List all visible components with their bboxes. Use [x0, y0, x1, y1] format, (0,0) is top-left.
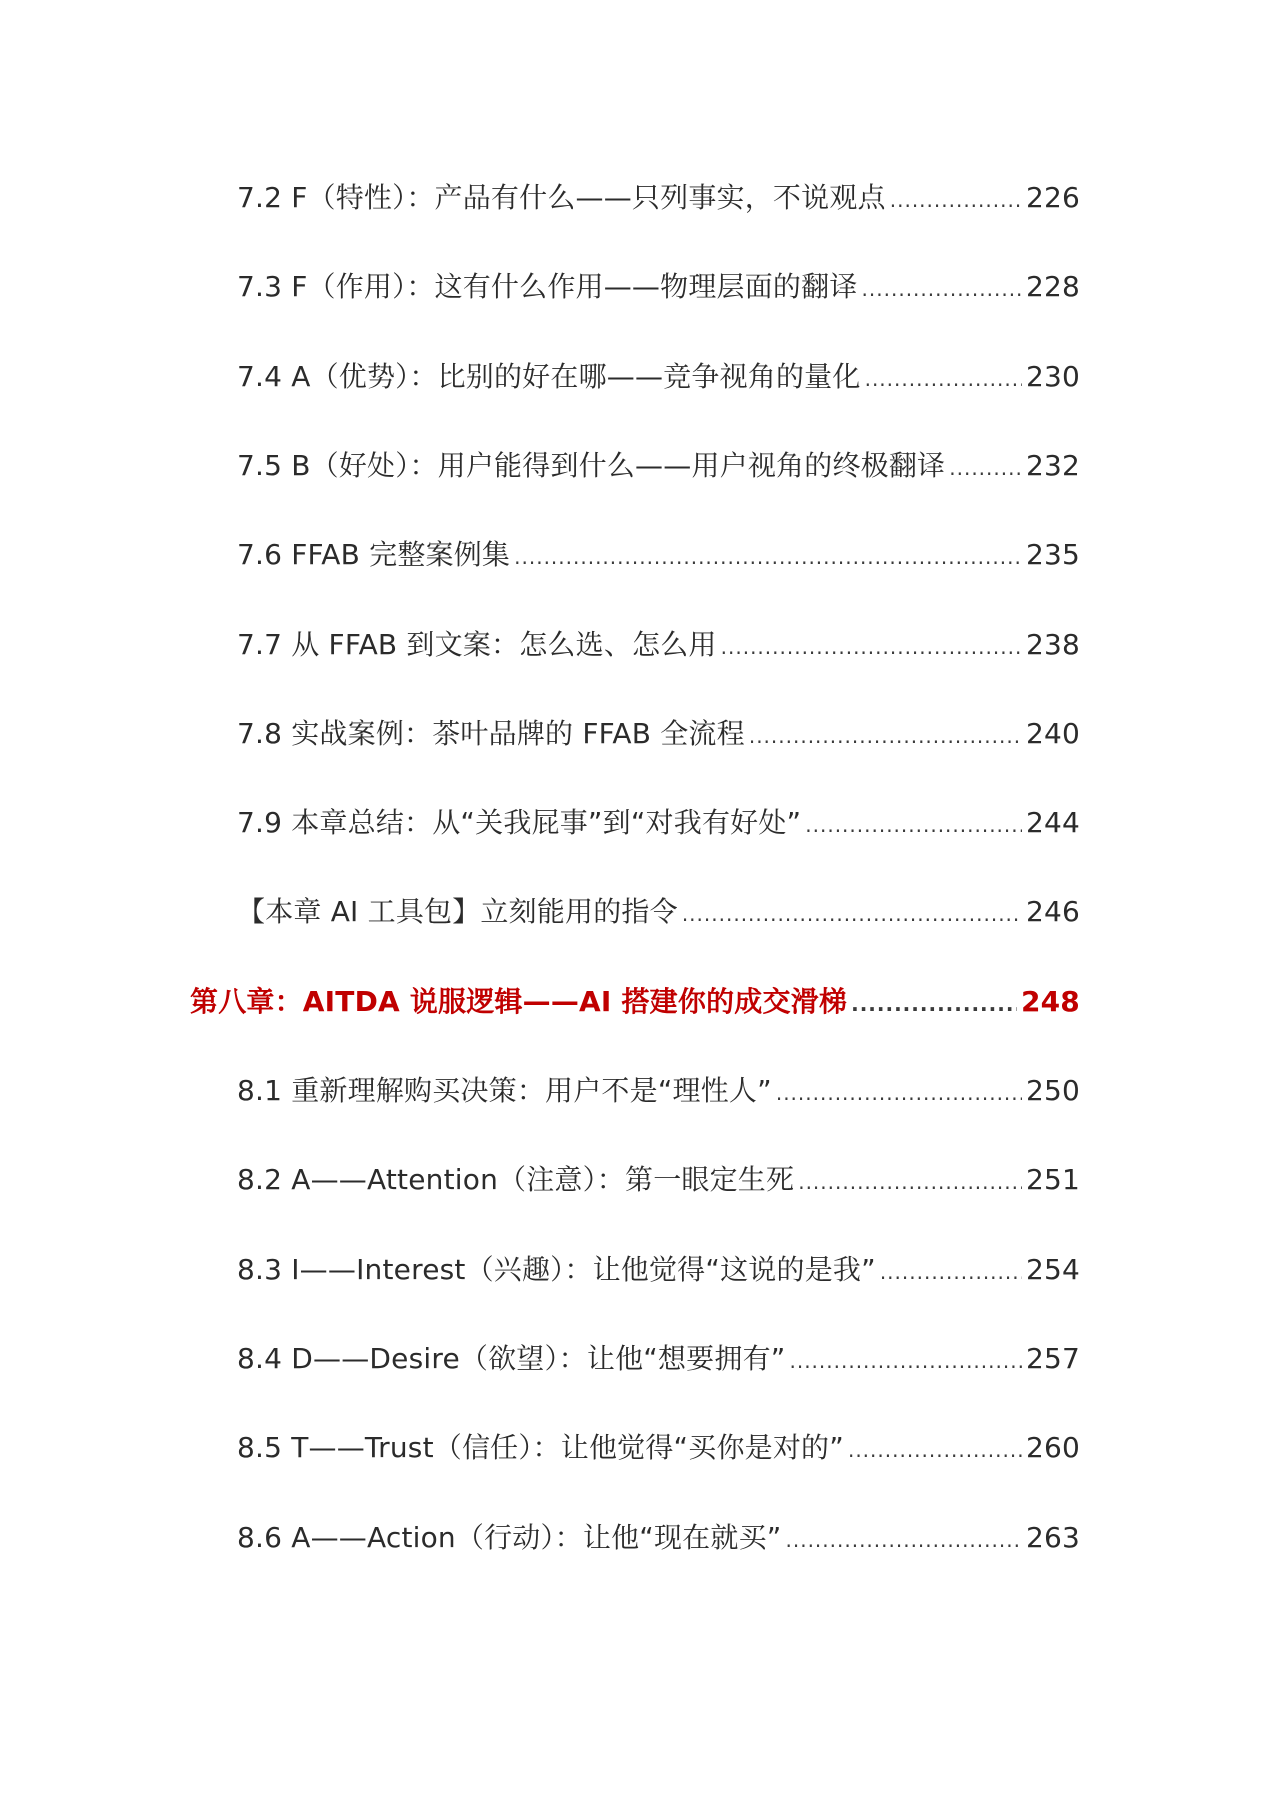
- toc-entry-title: 8.3 I——Interest（兴趣）：让他觉得“这说的是我”: [237, 1253, 876, 1286]
- toc-entry-title: 7.7 从 FFAB 到文案：怎么选、怎么用: [237, 628, 717, 661]
- toc-entry-7-5: [237, 441, 1080, 491]
- toc-dot-leader: [949, 443, 1022, 493]
- toc-entry-page: 226: [1025, 181, 1080, 214]
- toc-dot-leader: [749, 711, 1022, 761]
- toc-entry-page: 254: [1025, 1253, 1080, 1286]
- toc-dot-leader: [786, 1515, 1022, 1565]
- toc-entry-7-9: [237, 798, 1080, 848]
- toc-dot-leader: [890, 175, 1022, 225]
- toc-entry-page: 263: [1025, 1521, 1080, 1554]
- toc-entry-title: 8.6 A——Action（行动）：让他“现在就买”: [237, 1521, 782, 1554]
- toc-entry-title: 7.3 F（作用）：这有什么作用——物理层面的翻译: [237, 270, 858, 303]
- toc-entry-page: 244: [1025, 806, 1080, 839]
- toc-entry-8-1: [237, 1066, 1080, 1116]
- toc-entry-7-3: [237, 262, 1080, 312]
- toc-entry-title: 7.6 FFAB 完整案例集: [237, 538, 511, 571]
- toc-entry-7-4: [237, 352, 1080, 402]
- toc-entry-page: 235: [1025, 538, 1080, 571]
- toc-chapter-page: 248: [1020, 985, 1080, 1018]
- toc-entry-8-2: [237, 1155, 1080, 1205]
- toc-dot-leader: [848, 1425, 1022, 1475]
- toc-entry-title: 8.1 重新理解购买决策：用户不是“理性人”: [237, 1074, 772, 1107]
- toc-entry-7-6: [237, 530, 1080, 580]
- toc-entry-page: 232: [1025, 449, 1080, 482]
- toc-entry-8-4: [237, 1334, 1080, 1384]
- toc-dot-leader: [682, 889, 1022, 939]
- toc-dot-leader: [865, 354, 1022, 404]
- toc-chapter-8: [190, 977, 1080, 1027]
- toc-entry-page: 257: [1025, 1342, 1080, 1375]
- toc-entry-page: 228: [1025, 270, 1080, 303]
- toc-dot-leader: [776, 1068, 1022, 1118]
- toc-entry-7-7: [237, 620, 1080, 670]
- toc-entry-page: 240: [1025, 717, 1080, 750]
- toc-dot-leader: [805, 800, 1022, 850]
- toc-entry-title: 8.5 T——Trust（信任）：让他觉得“买你是对的”: [237, 1431, 844, 1464]
- toc-dot-leader: [851, 979, 1017, 1029]
- toc-entry-page: 250: [1025, 1074, 1080, 1107]
- toc-entry-ai-toolkit: [237, 887, 1080, 937]
- toc-entry-7-2: [237, 173, 1080, 223]
- toc-entry-title: 7.5 B（好处）：用户能得到什么——用户视角的终极翻译: [237, 449, 946, 482]
- toc-entry-title: 7.8 实战案例：茶叶品牌的 FFAB 全流程: [237, 717, 745, 750]
- toc-entry-title: 7.2 F（特性）：产品有什么——只列事实，不说观点: [237, 181, 886, 214]
- toc-dot-leader: [721, 622, 1022, 672]
- toc-entry-title: 7.9 本章总结：从“关我屁事”到“对我有好处”: [237, 806, 802, 839]
- toc-dot-leader: [798, 1157, 1022, 1207]
- toc-chapter-title: 第八章：AITDA 说服逻辑——AI 搭建你的成交滑梯: [190, 985, 848, 1018]
- toc-entry-8-6: [237, 1513, 1080, 1563]
- toc-entry-title: 7.4 A（优势）：比别的好在哪——竞争视角的量化: [237, 360, 861, 393]
- toc-entry-title: 8.2 A——Attention（注意）：第一眼定生死: [237, 1163, 795, 1196]
- toc-entry-page: 246: [1025, 895, 1080, 928]
- toc-entry-title: 8.4 D——Desire（欲望）：让他“想要拥有”: [237, 1342, 786, 1375]
- toc-dot-leader: [880, 1247, 1022, 1297]
- toc-entry-8-5: [237, 1423, 1080, 1473]
- toc-entry-8-3: [237, 1245, 1080, 1295]
- toc-entry-page: 251: [1025, 1163, 1080, 1196]
- toc-entry-7-8: [237, 709, 1080, 759]
- toc-entry-page: 238: [1025, 628, 1080, 661]
- toc-entry-page: 260: [1025, 1431, 1080, 1464]
- toc-dot-leader: [862, 264, 1022, 314]
- toc-dot-leader: [789, 1336, 1021, 1386]
- toc-dot-leader: [514, 532, 1022, 582]
- toc-entry-title: 【本章 AI 工具包】立刻能用的指令: [237, 895, 678, 928]
- toc-entry-page: 230: [1025, 360, 1080, 393]
